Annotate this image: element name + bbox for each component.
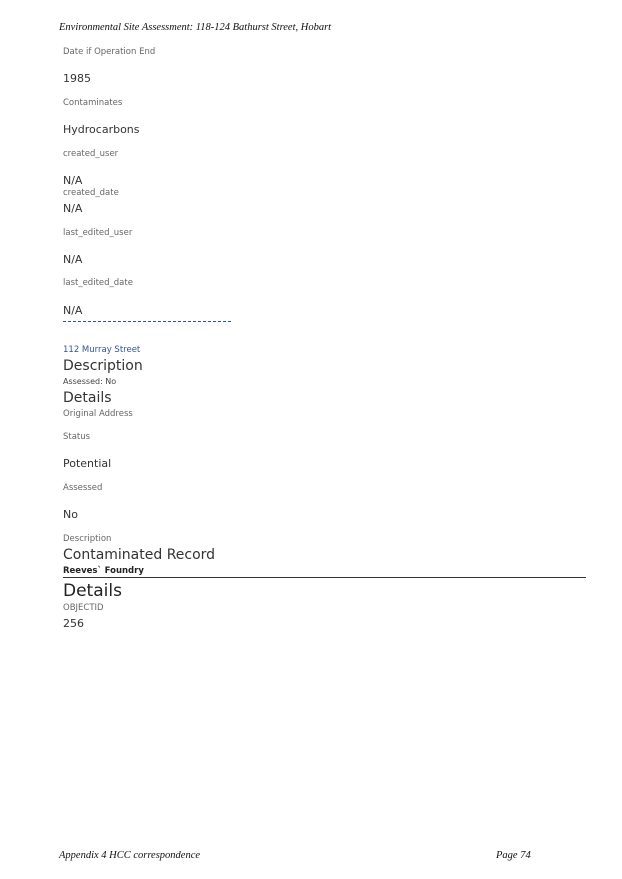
last-edited-user-label: last_edited_user	[63, 228, 133, 238]
assessed-value: No	[63, 508, 78, 521]
status-label: Status	[63, 432, 91, 442]
date-operation-end-label: Date if Operation End	[63, 47, 156, 57]
created-date-value: N/A	[63, 202, 83, 215]
description-heading: Description	[63, 358, 143, 374]
address-link[interactable]: 112 Murray Street	[63, 345, 141, 355]
created-user-value: N/A	[63, 174, 83, 187]
date-operation-end-value: 1985	[63, 72, 91, 85]
last-edited-date-label: last_edited_date	[63, 278, 133, 288]
assessed-summary: Assessed: No	[63, 377, 117, 386]
description-value: Contaminated Record	[63, 547, 216, 563]
created-date-label: created_date	[63, 188, 119, 198]
last-edited-user-value: N/A	[63, 253, 83, 266]
record-divider	[63, 577, 586, 578]
record-separator	[63, 321, 231, 322]
last-edited-date-value: N/A	[63, 304, 83, 317]
created-user-label: created_user	[63, 149, 119, 159]
page-header: Environmental Site Assessment: 118-124 Bathurst Street, Hobart	[59, 22, 332, 33]
details-heading: Details	[63, 390, 112, 406]
objectid-label: OBJECTID	[63, 603, 104, 613]
assessed-label: Assessed	[63, 483, 103, 493]
contaminates-value: Hydrocarbons	[63, 123, 140, 136]
status-value: Potential	[63, 457, 112, 470]
contaminates-label: Contaminates	[63, 98, 123, 108]
footer-appendix: Appendix 4 HCC correspondence	[59, 850, 201, 861]
footer-page-number: Page 74	[496, 850, 531, 861]
details-heading-2: Details	[63, 581, 122, 601]
record-name: Reeves` Foundry	[63, 566, 144, 576]
objectid-value: 256	[63, 617, 84, 630]
description-label: Description	[63, 534, 112, 544]
original-address-label: Original Address	[63, 409, 133, 419]
